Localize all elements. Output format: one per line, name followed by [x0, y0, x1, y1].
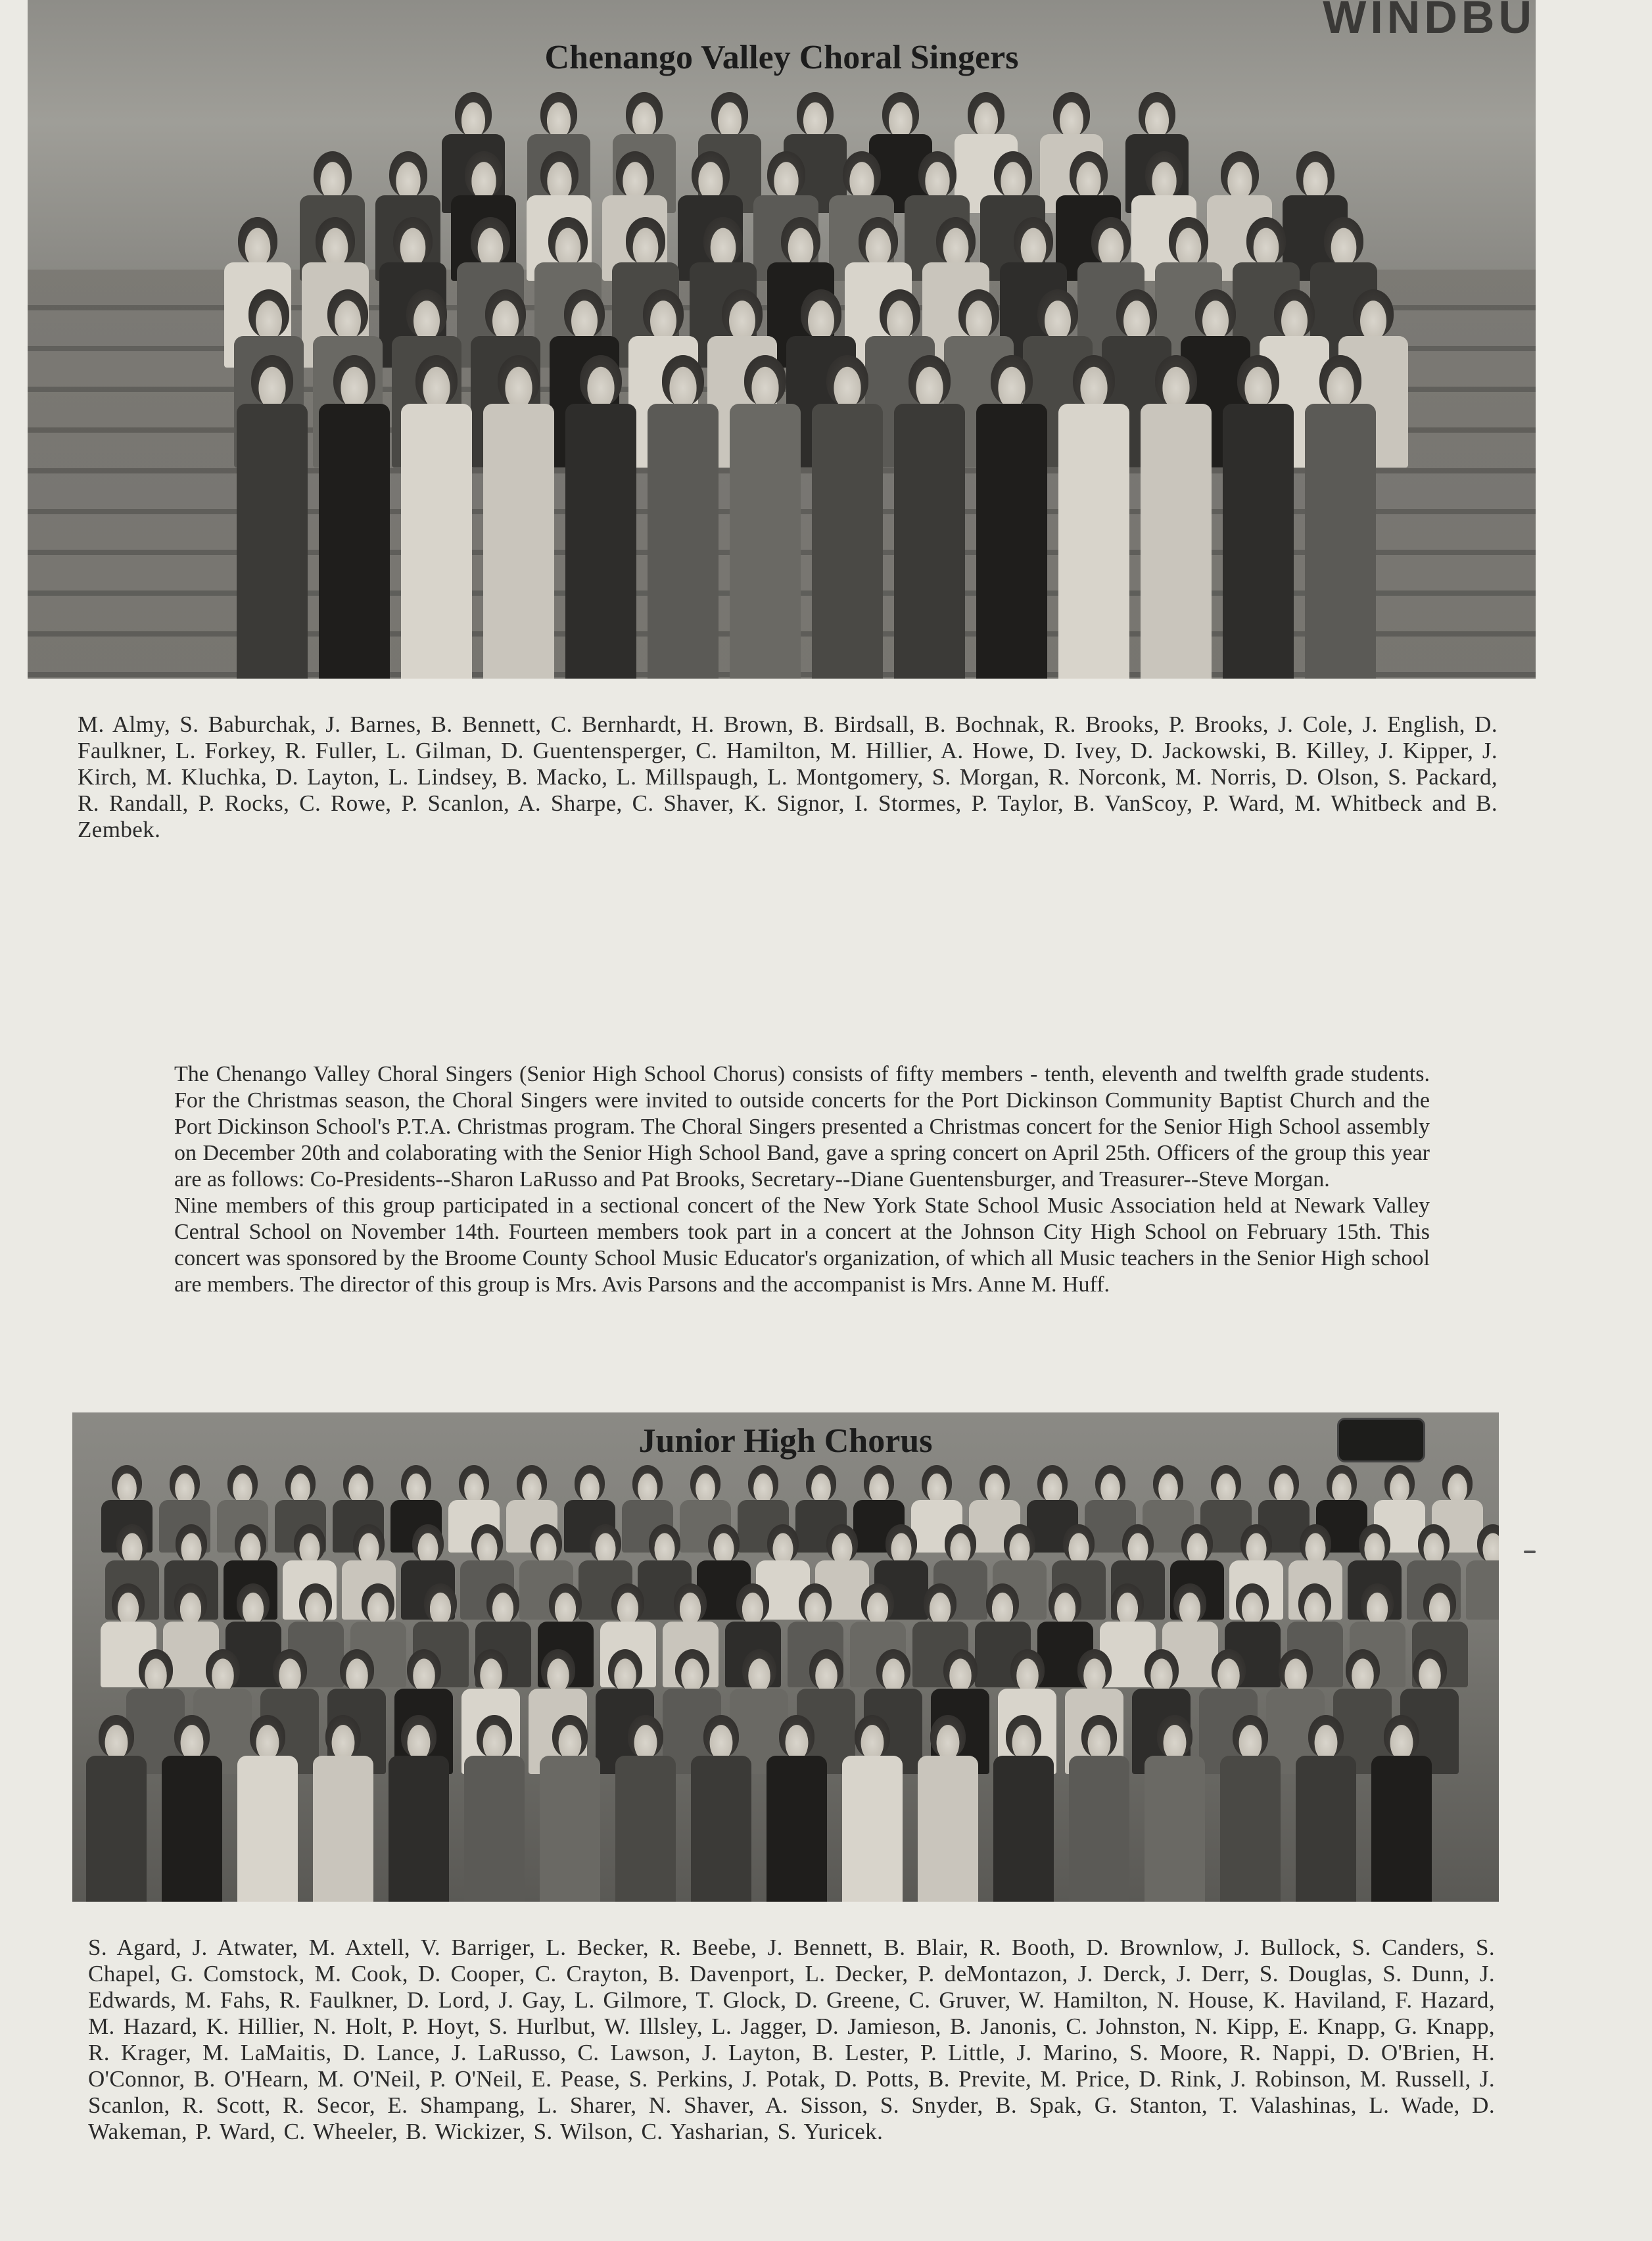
singer-head [1212, 1649, 1246, 1690]
singer-head [703, 1715, 739, 1758]
junior-member-names: S. Agard, J. Atwater, M. Axtell, V. Barriger, L. Becker, R. Beebe, J. Bennett, B. Blair, R. Booth, D. Brownlow, J. Bullock, S. Canders, S. Chapel, G. Comstock, M. Cook, D. Cooper, C. Crayton, B. Davenport, L. Decker, P. deMontazon, J. Derck, J. Derr, S. Douglas, S. Dunn, J. Edwards, M. Fahs, R. Faulkner, D. Lord, J. Gay, L. Gilmore, T. Glock, D. Greene, C. Gruver, W. Hamilton, N. House, K. Haviland, F. Hazard, M. Hazard, K. Hillier, N. Holt, P. Hoyt, S. Hurlbut, W. Illsley, L. Jagger, D. Jamieson, B. Janonis, C. Johnston, N. Kipp, E. Knapp, G. Knapp, R. Krager, M. LaMaitis, D. Lance, J. LaRusso, C. Lawson, J. Layton, B. Lester, P. Little, J. Marino, S. Moore, R. Nappi, D. O'Brien, H. O'Connor, B. O'Hearn, M. O'Neil, P. O'Neil, E. Pease, S. Perkins, J. Potak, D. Potts, B. Previte, M. Price, D. Rink, J. Robinson, M. Russell, J. Scanlon, R. Scott, R. Secor, E. Shampang, L. Sharer, N. Shaver, A. Sisson, S. Snyder, B. Spak, G. Stanton, T. Valashinas, L. Wade, D. Wakeman, P. Ward, C. Wheeler, B. Wickizer, S. Wilson, C. Yasharian, S. Yuricek. [88, 1935, 1495, 2144]
singer-body [1223, 404, 1294, 679]
singer-head [611, 1583, 644, 1623]
singer-head [250, 1715, 285, 1758]
singer-body [464, 1756, 525, 1902]
singer-head [1070, 151, 1108, 197]
singer-head [575, 1465, 605, 1501]
singer-head [1155, 355, 1197, 406]
singer-head [843, 151, 881, 197]
singer-head [206, 1649, 240, 1690]
singer-body [1466, 1560, 1499, 1620]
singer-head [251, 355, 293, 406]
singer-body [162, 1756, 222, 1902]
singer-head [809, 1649, 843, 1690]
singer-head [703, 217, 743, 264]
singer-body [615, 1756, 676, 1902]
singer-body [648, 404, 719, 679]
singer-head [1211, 1465, 1241, 1501]
singer-head [632, 1465, 663, 1501]
singer-head [1049, 1583, 1081, 1623]
singer-head [859, 217, 898, 264]
singer-head [748, 1465, 778, 1501]
singer-head [909, 355, 951, 406]
singer-head [548, 217, 588, 264]
singer-head [176, 1524, 207, 1562]
singer-head [1037, 289, 1078, 338]
singer-head [1359, 1524, 1390, 1562]
singer-head [991, 355, 1033, 406]
singer-body [401, 404, 473, 679]
singer-body [237, 1756, 298, 1902]
singer-head [1014, 217, 1053, 264]
singer-head [1195, 289, 1236, 338]
singer-head [486, 1583, 519, 1623]
singer-head [552, 1715, 588, 1758]
singer-head [170, 1465, 200, 1501]
singer-body [993, 1756, 1054, 1902]
singer-head [1384, 1715, 1419, 1758]
singer-head [1145, 151, 1183, 197]
singer-head [864, 1465, 894, 1501]
singer-head [455, 92, 492, 136]
singer-head [861, 1583, 894, 1623]
singer-head [1384, 1465, 1415, 1501]
singer-head [362, 1583, 394, 1623]
singer-head [316, 217, 355, 264]
singer-head [1240, 1524, 1272, 1562]
singer-head [930, 1715, 966, 1758]
singer-body [918, 1756, 978, 1902]
singer-head [924, 1583, 956, 1623]
singer-head [855, 1715, 890, 1758]
singer-head [294, 1524, 325, 1562]
singer-head [412, 1524, 444, 1562]
singer-body [842, 1756, 903, 1902]
singer-head [273, 1649, 307, 1690]
singer-body [565, 404, 637, 679]
singer-head [498, 355, 540, 406]
singer-body [1058, 404, 1130, 679]
singer-head [1037, 1465, 1068, 1501]
singer-head [401, 1715, 437, 1758]
singer-head [1246, 217, 1286, 264]
singer-head [541, 1649, 575, 1690]
singer-head [1353, 289, 1394, 338]
singer-body [483, 404, 555, 679]
singer-body [540, 1756, 600, 1902]
singer-head [237, 1583, 270, 1623]
singer-head [471, 1524, 503, 1562]
singer-head [1077, 1649, 1112, 1690]
singer-head [722, 289, 763, 338]
singer-head [1269, 1465, 1299, 1501]
singer-head [531, 1524, 562, 1562]
singer-head [690, 1465, 720, 1501]
singer-head [1327, 1465, 1357, 1501]
singer-head [943, 1649, 978, 1690]
senior-photo-title: Chenango Valley Choral Singers [544, 39, 1019, 76]
singer-head [626, 217, 665, 264]
singer-head [112, 1465, 142, 1501]
singer-head [1004, 1524, 1035, 1562]
singer-head [389, 151, 427, 197]
singer-head [1308, 1715, 1344, 1758]
singer-head [1413, 1649, 1447, 1690]
singer-head [285, 1465, 316, 1501]
singer-head [885, 1524, 917, 1562]
singer-head [1153, 1465, 1183, 1501]
singer-head [174, 1583, 207, 1623]
singer-head [393, 217, 433, 264]
singer-head [643, 289, 684, 338]
singer-head [779, 1715, 814, 1758]
singer-head [880, 289, 920, 338]
singer-head [826, 1524, 858, 1562]
singer-head [248, 289, 289, 338]
singer-head [1122, 1524, 1154, 1562]
singer-head [1236, 1583, 1269, 1623]
singer-head [1006, 1715, 1041, 1758]
singer-head [742, 1649, 776, 1690]
singer-head [674, 1583, 707, 1623]
singer-head [882, 92, 919, 136]
singer-head [1237, 355, 1279, 406]
junior-chorus-photo [72, 1412, 1499, 1902]
singer-head [459, 1465, 489, 1501]
senior-singers-group [28, 0, 1536, 679]
singer-head [626, 92, 663, 136]
singer-head [994, 151, 1032, 197]
singer-head [1279, 1649, 1313, 1690]
singer-body [691, 1756, 751, 1902]
singer-head [1111, 1583, 1144, 1623]
singer-head [628, 1715, 663, 1758]
singer-head [564, 289, 605, 338]
singer-head [299, 1583, 332, 1623]
singer-body [767, 1756, 827, 1902]
singer-head [517, 1465, 547, 1501]
singer-body [812, 404, 884, 679]
singer-head [343, 1465, 373, 1501]
singer-head [986, 1583, 1019, 1623]
singer-head [1157, 1715, 1192, 1758]
singer-head [1296, 151, 1334, 197]
singer-head [801, 289, 841, 338]
singer-head [1063, 1524, 1095, 1562]
singer-head [708, 1524, 740, 1562]
singer-head [1091, 217, 1131, 264]
singer-head [590, 1524, 621, 1562]
singer-head [1442, 1465, 1473, 1501]
singer-head [826, 355, 868, 406]
singer-head [465, 151, 503, 197]
singer-head [1300, 1524, 1331, 1562]
singer-head [238, 217, 277, 264]
description-paragraph-1: The Chenango Valley Choral Singers (Senior High School Chorus) consists of fifty members - tenth, eleventh and twelfth grade students. For the Christmas season, the Choral Singers were invited to outside concerts for the Port Dickinson Community Baptist Church and the Port Dickinson School's P.T.A. Christmas program. The Choral Singers presented a Christmas concert for the Senior High School assembly on December 20th and colaborating with the Senior High School Band, gave a spring concert on April 25th. Officers of the group this year are as follows: Co-Presidents--Sharon LaRusso and Pat Brooks, Secretary--Diane Guentensburger, and Treasurer--Steve Morgan. [174, 1062, 1430, 1192]
singer-head [979, 1465, 1010, 1501]
singer-head [99, 1715, 134, 1758]
singer-body [1145, 1756, 1205, 1902]
singer-body [237, 404, 308, 679]
singer-head [406, 289, 447, 338]
singer-body [1141, 404, 1212, 679]
singer-head [662, 355, 704, 406]
singer-head [781, 217, 820, 264]
singer-head [540, 92, 577, 136]
chorus-description [174, 1061, 1430, 1298]
singer-head [1181, 1524, 1213, 1562]
singer-head [415, 355, 458, 406]
description-paragraph-2: Nine members of this group participated in a sectional concert of the New York State School Music Association held at Newark Valley Central School on November 14th. Fourteen members took part in a concert at the Johnson City High School on February 15th. This concert was sponsored by the Broome County School Music Educator's organization, of which all Music teachers in the Senior High school are members. The director of this group is Mrs. Avis Parsons and the accompanist is Mrs. Anne M. Huff. [174, 1193, 1430, 1297]
singer-head [116, 1524, 148, 1562]
singer-head [958, 289, 999, 338]
singer-head [174, 1715, 210, 1758]
singer-head [968, 92, 1004, 136]
singer-head [1053, 92, 1090, 136]
singer-head [227, 1465, 258, 1501]
singer-head [1233, 1715, 1268, 1758]
singer-head [407, 1649, 441, 1690]
singer-head [477, 1715, 512, 1758]
singer-head [1361, 1583, 1394, 1623]
margin-mark [1524, 1551, 1536, 1553]
singer-body [319, 404, 390, 679]
singer-head [353, 1524, 385, 1562]
singer-head [540, 151, 578, 197]
senior-member-names: M. Almy, S. Baburchak, J. Barnes, B. Bennett, C. Bernhardt, H. Brown, B. Birdsall, B. Bochnak, R. Brooks, P. Brooks, J. Cole, J. English, D. Faulkner, L. Forkey, R. Fuller, L. Gilman, D. Guentensperger, C. Hamilton, M. Hillier, A. Howe, D. Ivey, D. Jackowski, B. Killey, J. Kipper, J. Kirch, M. Kluchka, D. Layton, L. Lindsey, B. Macko, L. Millspaugh, L. Montgomery, S. Morgan, R. Norconk, M. Norris, D. Olson, S. Packard, R. Randall, P. Rocks, C. Rowe, P. Scanlon, A. Sharpe, C. Shaver, K. Signor, I. Stormes, P. Taylor, B. VanScoy, P. Ward, M. Whitbeck and B. Zembek. [78, 711, 1498, 842]
singer-head [549, 1583, 582, 1623]
singer-head [649, 1524, 680, 1562]
singer-body [1305, 404, 1377, 679]
singer-body [86, 1756, 147, 1902]
wall-lettering: WINDBU [1323, 0, 1536, 43]
singer-head [692, 151, 730, 197]
singer-body [1069, 1756, 1129, 1902]
singer-head [918, 151, 956, 197]
singer-head [314, 151, 352, 197]
singer-head [1274, 289, 1315, 338]
singer-head [580, 355, 622, 406]
singer-head [401, 1465, 431, 1501]
singer-head [1319, 355, 1361, 406]
singer-head [711, 92, 748, 136]
singer-head [1145, 1649, 1179, 1690]
singer-head [424, 1583, 457, 1623]
singer-head [1081, 1715, 1117, 1758]
junior-photo-title: Junior High Chorus [638, 1422, 933, 1460]
singer-head [1116, 289, 1157, 338]
singer-head [608, 1649, 642, 1690]
singer-head [799, 1583, 832, 1623]
singer-head [1423, 1583, 1456, 1623]
singer-head [797, 92, 834, 136]
singer-head [1010, 1649, 1045, 1690]
singer-head [1298, 1583, 1331, 1623]
singer-head [1221, 151, 1259, 197]
singer-body [1296, 1756, 1356, 1902]
senior-chorus-photo [28, 0, 1536, 679]
singer-head [235, 1524, 266, 1562]
singer-head [675, 1649, 709, 1690]
singer-head [325, 1715, 361, 1758]
singer-head [1073, 355, 1115, 406]
singer-head [112, 1583, 145, 1623]
singer-head [767, 151, 805, 197]
singer-head [767, 1524, 799, 1562]
singer-body [894, 404, 966, 679]
singer-head [616, 151, 654, 197]
singer-head [922, 1465, 952, 1501]
singer-head [327, 289, 368, 338]
singer-head [876, 1649, 910, 1690]
singer-head [1418, 1524, 1450, 1562]
singer-body [1220, 1756, 1281, 1902]
singer-body [730, 404, 801, 679]
singer-head [1095, 1465, 1125, 1501]
singer-head [744, 355, 786, 406]
singer-head [340, 1649, 374, 1690]
singer-body [313, 1756, 373, 1902]
singer-head [471, 217, 510, 264]
singer-head [139, 1649, 173, 1690]
singer-head [1346, 1649, 1380, 1690]
singer-head [333, 355, 375, 406]
singer-body [1371, 1756, 1432, 1902]
singer-head [485, 289, 526, 338]
junior-singers-group [72, 1412, 1499, 1902]
singer-head [945, 1524, 976, 1562]
singer-head [474, 1649, 508, 1690]
singer-head [806, 1465, 836, 1501]
singer-head [1139, 92, 1175, 136]
singer-head [1324, 217, 1363, 264]
singer-head [736, 1583, 769, 1623]
singer-body [976, 404, 1048, 679]
singer-head [1169, 217, 1208, 264]
singer-head [1173, 1583, 1206, 1623]
singer-head [936, 217, 976, 264]
singer-body [389, 1756, 449, 1902]
